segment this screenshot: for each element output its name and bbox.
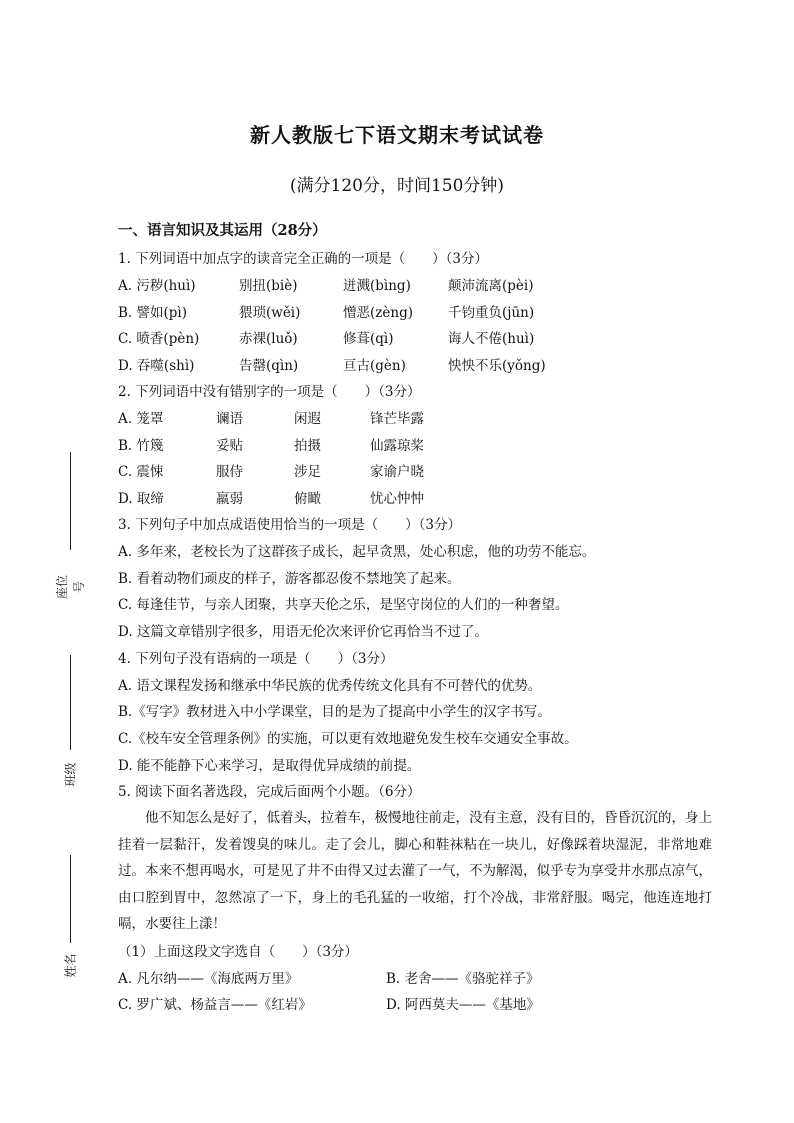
q2-d-3: 俯瞰 bbox=[294, 491, 321, 507]
q4-option-a: A. 语文课程发扬和继承中华民族的优秀传统文化具有不可替代的优势。 bbox=[118, 678, 542, 694]
q4-option-c: C.《校车安全管理条例》的实施，可以更有效地避免发生校车交通安全事故。 bbox=[118, 731, 578, 747]
q1-a-3: 迸溅(bìng) bbox=[343, 278, 411, 294]
q1-a-2: 别扭(biè) bbox=[239, 278, 298, 294]
margin-line-bottom bbox=[70, 855, 71, 943]
margin-line-top bbox=[70, 452, 71, 550]
q2-c-3: 涉足 bbox=[294, 464, 321, 480]
question-5-stem: 5. 阅读下面名著选段，完成后面两个小题。（6分） bbox=[118, 784, 421, 800]
q2-a-1: A. 笼罩 bbox=[118, 411, 164, 427]
q2-a-4: 锋芒毕露 bbox=[370, 411, 424, 427]
question-1-stem: 1. 下列词语中加点字的读音完全正确的一项是（ ）（3分） bbox=[118, 251, 489, 267]
q2-d-1: D. 取缔 bbox=[118, 491, 164, 507]
question-2-stem: 2. 下列词语中没有错别字的一项是（ ）（3分） bbox=[118, 384, 421, 400]
margin-label-class: 班级 bbox=[63, 762, 78, 787]
q1-d-3: 亘古(gèn) bbox=[343, 358, 406, 374]
q2-b-4: 仙露琼桨 bbox=[370, 438, 424, 454]
q5-sub1-option-c: C. 罗广斌、杨益言——《红岩》 bbox=[118, 997, 312, 1013]
q1-d-2: 告罄(qìn) bbox=[239, 358, 299, 374]
q4-option-b: B.《写字》教材进入中小学课堂，目的是为了提高中小学生的汉字书写。 bbox=[118, 704, 551, 720]
q2-d-2: 羸弱 bbox=[216, 491, 243, 507]
question-4-stem: 4. 下列句子没有语病的一项是（ ）（3分） bbox=[118, 651, 394, 667]
q2-b-3: 拍摄 bbox=[294, 438, 321, 454]
q1-b-1: B. 譬如(pì) bbox=[118, 305, 187, 321]
q1-a-1: A. 污秽(huì) bbox=[118, 278, 196, 294]
q1-d-4: 怏怏不乐(yǒng) bbox=[448, 358, 546, 374]
q1-b-2: 猥琐(wěi) bbox=[239, 305, 301, 321]
q5-sub1-option-a: A. 凡尔纳——《海底两万里》 bbox=[118, 971, 299, 987]
section-heading: 一、语言知识及其运用（28分） bbox=[118, 222, 327, 239]
q1-b-3: 憎恶(zèng) bbox=[343, 305, 413, 321]
exam-title: 新人教版七下语文期末考试试卷 bbox=[250, 123, 544, 147]
q3-option-c: C. 每逢佳节，与亲人团聚，共享天伦之乐，是坚守岗位的人们的一种奢望。 bbox=[118, 597, 569, 613]
q1-c-1: C. 喷香(pèn) bbox=[118, 331, 200, 347]
q1-c-3: 修葺(qì) bbox=[343, 331, 394, 347]
q1-d-1: D. 吞噬(shì) bbox=[118, 358, 195, 374]
q3-option-b: B. 看着动物们顽皮的样子，游客都忍俊不禁地笑了起来。 bbox=[118, 571, 461, 587]
q3-option-a: A. 多年来，老校长为了这群孩子成长，起早贪黑，处心积虑，他的功劳不能忘。 bbox=[118, 544, 596, 560]
q4-option-d: D. 能不能静下心来学习，是取得优异成绩的前提。 bbox=[118, 758, 421, 774]
q2-a-3: 闲遐 bbox=[294, 411, 321, 427]
q2-d-4: 忧心忡忡 bbox=[370, 491, 424, 507]
exam-subtitle: (满分120分，时间150分钟) bbox=[289, 176, 505, 196]
q3-option-d: D. 这篇文章错别字很多，用语无伦次来评价它再恰当不过了。 bbox=[118, 624, 488, 640]
q2-a-2: 谰语 bbox=[216, 411, 243, 427]
q5-sub1-option-d: D. 阿西莫夫——《基地》 bbox=[386, 997, 540, 1013]
q1-c-2: 赤裸(luǒ) bbox=[239, 331, 298, 347]
margin-label-name: 姓名 bbox=[63, 953, 78, 978]
q2-c-2: 服侍 bbox=[216, 464, 243, 480]
reading-passage: 他不知怎么是好了，低着头，拉着车，极慢地往前走，没有主意，没有目的，昏昏沉沉的，身上挂着一层黏汗，发着馊臭的味儿。走了会儿，脚心和鞋袜粘在一块儿，好像踩着块湿泥，非常地难过。本来不想再喝水，可是见了井不由得又过去灌了一气，不为解渴，似乎专为享受井水那点凉气，由口腔到胃中，忽然凉了一下，身上的毛孔猛的一收缩，打个冷战，非常舒服。喝完，他连连地打嗝，水要往上漾！ bbox=[118, 810, 712, 933]
q2-c-1: C. 震悚 bbox=[118, 464, 164, 480]
q1-a-4: 颠沛流离(pèi) bbox=[448, 278, 534, 294]
margin-label-seat: 座位号 bbox=[55, 575, 86, 600]
q1-b-4: 千钧重负(jūn) bbox=[448, 305, 535, 321]
q5-sub1-option-b: B. 老舍——《骆驼祥子》 bbox=[386, 971, 540, 987]
margin-line-middle bbox=[70, 655, 71, 750]
q5-sub1-stem: （1）上面这段文字选自（ ）（3分） bbox=[118, 944, 358, 960]
q2-b-1: B. 竹篾 bbox=[118, 438, 164, 454]
q1-c-4: 诲人不倦(huì) bbox=[448, 331, 535, 347]
q2-c-4: 家谕户晓 bbox=[370, 464, 424, 480]
question-3-stem: 3. 下列句子中加点成语使用恰当的一项是（ ）（3分） bbox=[118, 517, 462, 533]
q2-b-2: 妥贴 bbox=[216, 438, 243, 454]
